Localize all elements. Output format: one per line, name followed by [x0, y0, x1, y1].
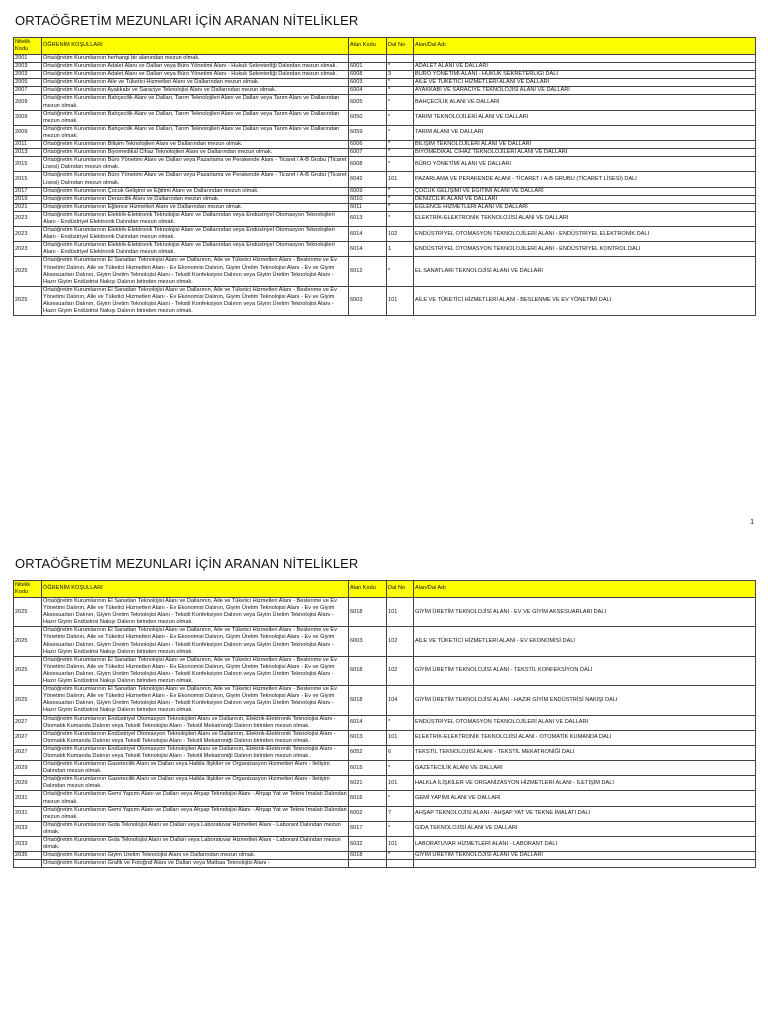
cell-conditions: Ortaöğretim Kurumlarının Bahçecilik Alanı ve Dalları, Tarım Teknolojileri Alanı ve Dalları veya Tarım Alanı ve Dallarından mezun olmak. [42, 125, 349, 140]
table-row [14, 627, 756, 656]
cell-code: 2025 [14, 686, 42, 715]
table-row [14, 852, 756, 860]
cell-branch-no: 7 [387, 806, 414, 821]
cell-conditions: Ortaöğretim Kurumlarının Eğlence Hizmetleri Alanı ve Dallarından mezun olmak. [42, 203, 349, 211]
header-area-name: Alan/Dal Adı [414, 581, 756, 598]
cell-conditions: Ortaöğretim Kurumlarının Gıda Teknolojisi Alanı ve Dalları veya Laboratuvar Hizmetleri Alanı - Laborant Dalından mezun olmak. [42, 837, 349, 852]
cell-conditions: Ortaöğretim Kurumlarının Giyim Üretim Teknolojisi Alanı ve Dallarından mezun olmak. [42, 852, 349, 860]
cell-area-code: 6003 [349, 286, 387, 315]
cell-area-code: 6003 [349, 79, 387, 87]
cell-area-code: 6002 [349, 806, 387, 821]
cell-branch-no: 101 [387, 598, 414, 627]
table-row [14, 79, 756, 87]
header-conditions: ÖĞRENİM KOŞULLARI [42, 38, 349, 55]
cell-area-name: BÜRO YÖNETİMİ ALANI - HUKUK SEKRETERLİĞİ DALI [414, 71, 756, 79]
cell-area-code: 6015 [349, 761, 387, 776]
cell-conditions: Ortaöğretim Kurumlarının Gazetecilik Alanı ve Dalları veya Halkla İlişkiler ve Organizasyon Hizmetleri Alanı - İletişim Dalından mezun olmak. [42, 776, 349, 791]
table-body [14, 598, 756, 868]
qualifications-table [13, 580, 756, 868]
cell-area-name: TARIM ALANI VE DALLARI [414, 125, 756, 140]
cell-branch-no: * [387, 141, 414, 149]
cell-branch-no: 6 [387, 745, 414, 760]
cell-area-name: BİLİŞİM TEKNOLOJİLERİ ALANI VE DALLARI [414, 141, 756, 149]
cell-area-code: 6008 [349, 71, 387, 79]
table-row [14, 730, 756, 745]
cell-branch-no: 101 [387, 730, 414, 745]
cell-branch-no: * [387, 203, 414, 211]
cell-area-code: 6016 [349, 791, 387, 806]
table-row [14, 761, 756, 776]
cell-area-code: 6052 [349, 745, 387, 760]
cell-area-code: 6042 [349, 172, 387, 187]
cell-area-name: ELEKTRİK-ELEKTRONİK TEKNOLOJİSİ ALANI VE DALLARI [414, 211, 756, 226]
cell-code: 2023 [14, 242, 42, 257]
cell-area-code: 6032 [349, 837, 387, 852]
cell-area-code: 6006 [349, 141, 387, 149]
table-row [14, 257, 756, 286]
cell-area-name: PAZARLAMA VE PERAKENDE ALANI - TİCARET / A-B GRUBU (TİCARET LİSESİ) DALI [414, 172, 756, 187]
cell-area-code: 6013 [349, 211, 387, 226]
table-row [14, 598, 756, 627]
cell-code: 2011 [14, 141, 42, 149]
cell-area-code [349, 55, 387, 63]
cell-code: 2029 [14, 776, 42, 791]
cell-branch-no: * [387, 79, 414, 87]
table-row [14, 286, 756, 315]
cell-area-name: GİYİM ÜRETİM TEKNOLOJİSİ ALANI - TEKSTİL KONFEKSİYON DALI [414, 656, 756, 685]
qualifications-table [13, 37, 756, 316]
cell-branch-no: 101 [387, 776, 414, 791]
cell-code: 2031 [14, 791, 42, 806]
cell-code: 2025 [14, 627, 42, 656]
page-title: ORTAÖĞRETİM MEZUNLARI İÇİN ARANAN NİTELİKLER [15, 13, 359, 28]
cell-branch-no: 102 [387, 627, 414, 656]
cell-area-name: LABORATUVAR HİZMETLERİ ALANI - LABORANT DALI [414, 837, 756, 852]
header-area-code: Alan Kodu [349, 581, 387, 598]
table-row [14, 203, 756, 211]
cell-branch-no [387, 860, 414, 868]
cell-branch-no: * [387, 715, 414, 730]
cell-area-code: 6013 [349, 730, 387, 745]
cell-branch-no: 1 [387, 242, 414, 257]
cell-area-name: AİLE VE TÜKETİCİ HİZMETLERİ ALANI - EV EKONOMİSİ DALI [414, 627, 756, 656]
cell-area-name: ÇOCUK GELİŞİMİ VE EĞİTİMİ ALANI VE DALLARI [414, 187, 756, 195]
page-title: ORTAÖĞRETİM MEZUNLARI İÇİN ARANAN NİTELİKLER [15, 556, 359, 571]
cell-code: 2001 [14, 55, 42, 63]
header-conditions: ÖĞRENİM KOŞULLARI [42, 581, 349, 598]
cell-conditions: Ortaöğretim Kurumlarının Bahçecilik Alanı ve Dalları, Tarım Teknolojileri Alanı ve Dalları veya Tarım Alanı ve Dallarından mezun olmak. [42, 95, 349, 110]
cell-code: 2027 [14, 730, 42, 745]
table-row [14, 195, 756, 203]
table-row [14, 95, 756, 110]
cell-branch-no: * [387, 110, 414, 125]
cell-area-name: GEMİ YAPIMI ALANI VE DALLARI [414, 791, 756, 806]
cell-conditions: Ortaöğretim Kurumlarının Gıda Teknolojisi Alanı ve Dalları veya Laboratuvar Hizmetleri Alanı - Laborant Dalından mezun olmak. [42, 821, 349, 836]
cell-conditions: Ortaöğretim Kurumlarının El Sanatları Teknolojisi Alanı ve Dallarının, Aile ve Tüketici Hizmetleri Alanı - Beslenme ve Ev Yönetimi Dalının, Aile ve Tüketici Hizmetleri Alanı - Ev Ekonomisi Dalının, Giyim Üretim Teknolojisi Alanı - Ev ve Giyim Aksesuarları Dalının, Giyim Üretim Teknolojisi Alanı - Tekstil Konfeksiyon Dalının veya Giyim Üretim Teknolojisi Alanı - Hazır Giyim Endüstrisi Nakışı Dalının birinden mezun olmak. [42, 686, 349, 715]
cell-area-name: GİYİM ÜRETİM TEKNOLOJİSİ ALANI - HAZIR GİYİM ENDÜSTRİSİ NAKIŞI DALI [414, 686, 756, 715]
cell-conditions: Ortaöğretim Kurumlarının El Sanatları Teknolojisi Alanı ve Dallarının, Aile ve Tüketici Hizmetleri Alanı - Beslenme ve Ev Yönetimi Dalının, Aile ve Tüketici Hizmetleri Alanı - Ev Ekonomisi Dalının, Giyim Üretim Teknolojisi Alanı - Ev ve Giyim Aksesuarları Dalının, Giyim Üretim Teknolojisi Alanı - Tekstil Konfeksiyon Dalının veya Giyim Üretim Teknolojisi Alanı - Hazır Giyim Endüstrisi Nakışı Dalının birinden mezun olmak. [42, 257, 349, 286]
cell-area-name: GİYİM ÜRETİM TEKNOLOJİSİ ALANI VE DALLARI [414, 852, 756, 860]
cell-area-code: 6014 [349, 242, 387, 257]
cell-branch-no: * [387, 149, 414, 157]
cell-area-code [349, 860, 387, 868]
cell-area-name: AHŞAP TEKNOLOJİSİ ALANI - AHŞAP YAT VE TEKNE İMALATI DALI [414, 806, 756, 821]
cell-branch-no: 102 [387, 656, 414, 685]
cell-area-name: GİYİM ÜRETİM TEKNOLOJİSİ ALANI - EV VE GİYİM AKSESUARLARI DALI [414, 598, 756, 627]
cell-conditions: Ortaöğretim Kurumlarının Elektrik-Elektronik Teknolojisi Alanı ve Dallarından veya Endüstriyel Otomasyon Teknolojileri Alanı - Endüstriyel Elektronik Dalından mezun olmak. [42, 227, 349, 242]
cell-area-name [414, 860, 756, 868]
cell-code: 2007 [14, 87, 42, 95]
cell-area-name: GAZETECİLİK ALANI VE DALLARI [414, 761, 756, 776]
cell-conditions: Ortaöğretim Kurumlarının Gemi Yapımı Alanı ve Dalları veya Ahşap Teknolojisi Alanı - Ahşap Yat ve Tekne İmalatı Dalından mezun olmak. [43, 806, 347, 820]
cell-area-name: GIDA TEKNOLOJİSİ ALANI VE DALLARI [414, 821, 756, 836]
cell-code: 2017 [14, 187, 42, 195]
cell-area-code: 6009 [349, 187, 387, 195]
cell-code: 2015 [14, 172, 42, 187]
cell-area-name: BAHÇECİLİK ALANI VE DALLARI [414, 95, 756, 110]
cell-area-code: 6014 [349, 715, 387, 730]
cell-branch-no: * [387, 125, 414, 140]
cell-code: 2023 [14, 211, 42, 226]
cell-area-name: HALKLA İLİŞKİLER VE ORGANİZASYON HİZMETLERİ ALANI - İLETİŞİM DALI [414, 776, 756, 791]
cell-branch-no: * [387, 211, 414, 226]
cell-conditions: Ortaöğretim Kurumlarının El Sanatları Teknolojisi Alanı ve Dallarının, Aile ve Tüketici Hizmetleri Alanı - Beslenme ve Ev Yönetimi Dalının, Aile ve Tüketici Hizmetleri Alanı - Ev Ekonomisi Dalının, Giyim Üretim Teknolojisi Alanı - Ev ve Giyim Aksesuarları Dalının, Giyim Üretim Teknolojisi Alanı - Tekstil Konfeksiyon Dalının veya Giyim Üretim Teknolojisi Alanı - Hazır Giyim Endüstrisi Nakışı Dalının birinden mezun olmak. [42, 656, 349, 685]
cell-area-code: 6012 [349, 257, 387, 286]
cell-area-code: 6059 [349, 125, 387, 140]
table-row [14, 141, 756, 149]
cell-conditions: Ortaöğretim Kurumlarının Biyomedikal Cihaz Teknolojileri Alanı ve Dallarından mezun olmak. [42, 149, 349, 157]
header-code: Nitelik Kodu [14, 38, 42, 55]
cell-area-code: 6018 [349, 656, 387, 685]
cell-conditions: Ortaöğretim Kurumlarının El Sanatları Teknolojisi Alanı ve Dallarının, Aile ve Tüketici Hizmetleri Alanı - Beslenme ve Ev Yönetimi Dalının, Aile ve Tüketici Hizmetleri Alanı - Ev Ekonomisi Dalının, Giyim Üretim Teknolojisi Alanı - Ev ve Giyim Aksesuarları Dalının, Giyim Üretim Teknolojisi Alanı - Tekstil Konfeksiyon Dalının veya Giyim Üretim Teknolojisi Alanı - Hazır Giyim Endüstrisi Nakışı Dalının birinden mezun olmak. [42, 598, 349, 627]
cell-conditions: Ortaöğretim Kurumlarının Çocuk Gelişimi ve Eğitimi Alanı ve Dallarından mezun olmak. [42, 187, 349, 195]
cell-code: 2015 [14, 157, 42, 172]
cell-area-name: BÜRO YÖNETİMİ ALANI VE DALLARI [414, 157, 756, 172]
cell-code: 2023 [14, 227, 42, 242]
cell-conditions: Ortaöğretim Kurumlarının El Sanatları Teknolojisi Alanı ve Dallarının, Aile ve Tüketici Hizmetleri Alanı - Beslenme ve Ev Yönetimi Dalının, Aile ve Tüketici Hizmetleri Alanı - Ev Ekonomisi Dalının, Giyim Üretim Teknolojisi Alanı - Ev ve Giyim Aksesuarları Dalının, Giyim Üretim Teknolojisi Alanı - Tekstil Konfeksiyon Dalının veya Giyim Üretim Teknolojisi Alanı - Hazır Giyim Endüstrisi Nakışı Dalının birinden mezun olmak. [42, 286, 349, 315]
cell-code [14, 860, 42, 868]
cell-branch-no: * [387, 187, 414, 195]
cell-conditions: Ortaöğretim Kurumlarının Endüstriyel Otomasyon Teknolojileri Alanı ve Dallarının, Elektrik-Elektronik Teknolojisi Alanı - Otomatik Kumanda Dalının veya Tekstil Teknolojisi Alanı - Tekstil Mekatroniği Dalının birinden mezun olmak. [42, 730, 349, 745]
cell-area-code: 6005 [349, 95, 387, 110]
table-row [14, 125, 756, 140]
cell-code: 2021 [14, 203, 42, 211]
cell-conditions: Ortaöğretim Kurumlarının Aile ve Tüketici Hizmetleri Alanı ve Dallarından mezun olmak. [42, 79, 349, 87]
header-area-code: Alan Kodu [349, 38, 387, 55]
cell-branch-no: 104 [387, 686, 414, 715]
cell-branch-no: 101 [387, 837, 414, 852]
cell-conditions: Ortaöğretim Kurumlarının Endüstriyel Otomasyon Teknolojileri Alanı ve Dallarının, Elektrik-Elektronik Teknolojisi Alanı - Otomatik Kumanda Dalının veya Tekstil Teknolojisi Alanı - Tekstil Mekatroniği Dalının birinden mezun olmak. [42, 745, 349, 760]
cell-code: 2025 [14, 598, 42, 627]
table-row [14, 776, 756, 791]
cell-code: 2003 [14, 71, 42, 79]
table-row [14, 806, 756, 821]
cell-area-name: TARIM TEKNOLOJİLERİ ALANI VE DALLARI [414, 110, 756, 125]
cell-branch-no: * [387, 761, 414, 776]
cell-branch-no: * [387, 63, 414, 71]
cell-area-name: ENDÜSTRİYEL OTOMASYON TEKNOLOJİLERİ ALANI - ENDÜSTRİYEL KONTROL DALI [414, 242, 756, 257]
cell-code: 2009 [14, 125, 42, 140]
cell-code: 2027 [14, 745, 42, 760]
cell-code: 2033 [14, 837, 42, 852]
cell-conditions: Ortaöğretim Kurumlarının Büro Yönetimi Alanı ve Dalları veya Pazarlama ve Perakende Alanı - Ticaret / A-B Grubu (Ticaret Lisesi) Dalından mezun olmak. [42, 157, 349, 172]
cell-conditions: Ortaöğretim Kurumlarının Elektrik-Elektronik Teknolojisi Alanı ve Dallarından veya Endüstriyel Otomasyon Teknolojileri Alanı - Endüstriyel Elektronik Dalından mezun olmak. [42, 211, 349, 226]
cell-code: 2025 [14, 656, 42, 685]
table-row [14, 242, 756, 257]
cell-code: 2003 [14, 63, 42, 71]
cell-code: 2019 [14, 195, 42, 203]
table-row [14, 227, 756, 242]
table-row [14, 837, 756, 852]
cell-conditions: Ortaöğretim Kurumlarının Ayakkabı ve Saraciye Teknolojisi Alanı ve Dallarından mezun olmak. [42, 87, 349, 95]
table-row [14, 860, 756, 868]
cell-branch-no: * [387, 852, 414, 860]
cell-conditions: Ortaöğretim Kurumlarının El Sanatları Teknolojisi Alanı ve Dallarının, Aile ve Tüketici Hizmetleri Alanı - Beslenme ve Ev Yönetimi Dalının, Aile ve Tüketici Hizmetleri Alanı - Ev Ekonomisi Dalının, Giyim Üretim Teknolojisi Alanı - Ev ve Giyim Aksesuarları Dalının, Giyim Üretim Teknolojisi Alanı - Tekstil Konfeksiyon Dalının veya Giyim Üretim Teknolojisi Alanı - Hazır Giyim Endüstrisi Nakışı Dalının birinden mezun olmak. [42, 627, 349, 656]
cell-conditions: Ortaöğretim Kurumlarının Büro Yönetimi Alanı ve Dalları veya Pazarlama ve Perakende Alanı - Ticaret / A-B Grubu (Ticaret Lisesi) Dalından mezun olmak. [42, 172, 349, 187]
cell-branch-no: 102 [387, 227, 414, 242]
cell-area-name: TEKSTİL TEKNOLOJİSİ ALANI - TEKSTİL MEKATRONİĞİ DALI [414, 745, 756, 760]
cell-area-name: EĞLENCE HİZMETLERİ ALANI VE DALLARI [414, 203, 756, 211]
cell-conditions: Ortaöğretim Kurumlarının Adalet Alanı ve Dalları veya Büro Yönetimi Alanı - Hukuk Sekreterliği Dalından mezun olmak. [42, 71, 349, 79]
cell-branch-no: * [387, 821, 414, 836]
table-row [14, 656, 756, 685]
table-row [14, 821, 756, 836]
table-row [14, 110, 756, 125]
table-row [14, 172, 756, 187]
cell-conditions: Ortaöğretim Kurumlarının Gazetecilik Alanı ve Dalları veya Halkla İlişkiler ve Organizasyon Hizmetleri Alanı - İletişim Dalından mezun olmak. [42, 761, 349, 776]
header-branch-no: Dal No [387, 38, 414, 55]
header-branch-no: Dal No [387, 581, 414, 598]
cell-conditions: Ortaöğretim Kurumlarının herhangi bir alanından mezun olmak. [42, 55, 349, 63]
cell-code: 2027 [14, 715, 42, 730]
cell-conditions: Ortaöğretim Kurumlarının Bilişim Teknolojileri Alanı ve Dallarından mezun olmak. [42, 141, 349, 149]
cell-branch-no: * [387, 257, 414, 286]
cell-conditions: Ortaöğretim Kurumlarının Elektrik-Elektronik Teknolojisi Alanı ve Dallarından veya Endüstriyel Otomasyon Teknolojileri Alanı - Endüstriyel Elektronik Dalından mezun olmak. [42, 242, 349, 257]
table-row [14, 87, 756, 95]
header-area-name: Alan/Dal Adı [414, 38, 756, 55]
cell-area-name: BİYOMEDİKAL CİHAZ TEKNOLOJİLERİ ALANI VE DALLARI [414, 149, 756, 157]
cell-area-code: 6018 [349, 686, 387, 715]
table-row [14, 71, 756, 79]
cell-code: 2033 [14, 821, 42, 836]
cell-area-code: 6050 [349, 110, 387, 125]
cell-area-code: 6021 [349, 776, 387, 791]
cell-code: 2035 [14, 852, 42, 860]
cell-area-name: ELEKTRİK-ELEKTRONİK TEKNOLOJİSİ ALANI - OTOMATİK KUMANDA DALI [414, 730, 756, 745]
cell-conditions: Ortaöğretim Kurumlarının Grafik ve Fotoğraf Alanı ve Dalları veya Matbaa Teknolojisi Alanı - [42, 860, 349, 868]
table-row [14, 211, 756, 226]
cell-branch-no: 101 [387, 286, 414, 315]
cell-area-name [414, 55, 756, 63]
cell-code: 2025 [14, 257, 42, 286]
cell-area-name: AİLE VE TÜKETİCİ HİZMETLERİ ALANI - BESLENME VE EV YÖNETİMİ DALI [414, 286, 756, 315]
cell-branch-no: 3 [387, 71, 414, 79]
cell-branch-no: 101 [387, 172, 414, 187]
cell-area-name: DENİZCİLİK ALANI VE DALLARI [414, 195, 756, 203]
cell-code: 2009 [14, 110, 42, 125]
cell-code: 2013 [14, 149, 42, 157]
cell-area-code: 6011 [349, 203, 387, 211]
table-row [14, 63, 756, 71]
table-body [14, 55, 756, 316]
cell-area-code: 6014 [349, 227, 387, 242]
cell-code: 2031 [14, 806, 42, 821]
table-header-row [14, 38, 756, 55]
cell-area-code: 6018 [349, 852, 387, 860]
table-row [14, 149, 756, 157]
cell-conditions: Ortaöğretim Kurumlarının Gemi Yapımı Alanı ve Dalları veya Ahşap Teknolojisi Alanı - Ahşap Yat ve Tekne İmalatı Dalından mezun olmak. [43, 791, 347, 805]
cell-area-code: 6018 [349, 598, 387, 627]
table-row [14, 686, 756, 715]
cell-branch-no [387, 55, 414, 63]
cell-area-name: AYAKKABI VE SARACİYE TEKNOLOJİSİ ALANI VE DALLARI [414, 87, 756, 95]
page-number: 1 [750, 519, 754, 526]
cell-branch-no: * [387, 95, 414, 110]
cell-area-name: ENDÜSTRİYEL OTOMASYON TEKNOLOJİLERİ ALANI VE DALLARI [414, 715, 756, 730]
cell-conditions: Ortaöğretim Kurumlarının Adalet Alanı ve Dalları veya Büro Yönetimi Alanı - Hukuk Sekreterliği Dalından mezun olmak. [42, 63, 349, 71]
cell-branch-no: * [387, 195, 414, 203]
cell-conditions: Ortaöğretim Kurumlarının Bahçecilik Alanı ve Dalları, Tarım Teknolojileri Alanı ve Dalları veya Tarım Alanı ve Dallarından mezun olmak. [42, 110, 349, 125]
cell-code: 2009 [14, 95, 42, 110]
table-row [14, 715, 756, 730]
cell-code: 2029 [14, 761, 42, 776]
cell-area-code: 6004 [349, 87, 387, 95]
table-row [14, 187, 756, 195]
cell-area-name: ADALET ALANI VE DALLARI [414, 63, 756, 71]
cell-area-code: 6007 [349, 149, 387, 157]
table-header-row [14, 581, 756, 598]
cell-area-name: AİLE VE TÜKETİCİ HİZMETLERİ ALANI VE DALLARI [414, 79, 756, 87]
header-code: Nitelik Kodu [14, 581, 42, 598]
cell-area-code: 6017 [349, 821, 387, 836]
table-row [14, 791, 756, 806]
cell-branch-no: * [387, 87, 414, 95]
cell-area-code: 6010 [349, 195, 387, 203]
cell-area-name: EL SANATLARI TEKNOLOJİSİ ALANI VE DALLARI [414, 257, 756, 286]
cell-area-code: 6001 [349, 63, 387, 71]
cell-area-name: ENDÜSTRİYEL OTOMASYON TEKNOLOJİLERİ ALANI - ENDÜSTRİYEL ELEKTRONİK DALI [414, 227, 756, 242]
table-row [14, 157, 756, 172]
cell-code: 2025 [14, 286, 42, 315]
cell-branch-no: * [387, 157, 414, 172]
cell-branch-no: * [387, 791, 414, 806]
cell-area-code: 6008 [349, 157, 387, 172]
table-row [14, 745, 756, 760]
cell-area-code: 6003 [349, 627, 387, 656]
cell-conditions: Ortaöğretim Kurumlarının Denizcilik Alanı ve Dallarından mezun olmak. [42, 195, 349, 203]
cell-conditions: Ortaöğretim Kurumlarının Endüstriyel Otomasyon Teknolojileri Alanı ve Dallarının, Elektrik-Elektronik Teknolojisi Alanı - Otomatik Kumanda Dalının veya Tekstil Teknolojisi Alanı - Tekstil Mekatroniği Dalının birinden mezun olmak. [42, 715, 349, 730]
table-row [14, 55, 756, 63]
cell-code: 2005 [14, 79, 42, 87]
